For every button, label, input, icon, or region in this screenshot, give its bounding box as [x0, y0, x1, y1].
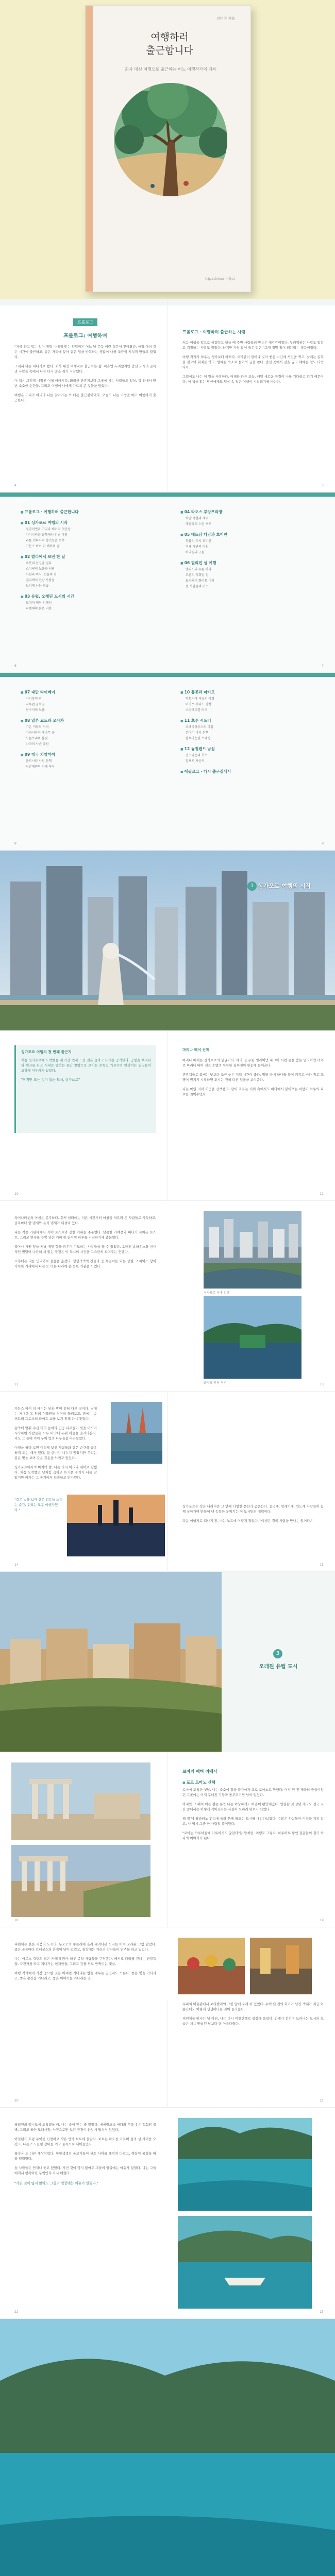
lagoon-photo — [178, 2118, 312, 2211]
callout-text: 처음 싱가포르에 도착했을 때 가장 먼저 느낀 것은 습하고 뜨거운 공기였다. 공항을 빠져나와 택시를 타고 시내로 향하는 동안 창밖으로 보이는 초록빛 가로수와 반짝이는 빌딩들이 묘하게 어우러져 있었다. — [21, 1058, 151, 1073]
intro-spread — [0, 299, 335, 493]
page-number-left: 4 — [14, 484, 16, 487]
chinatown-para-3: 불아사 사원 앞을 지날 때면 향을 피우며 기도하는 사람들을 볼 수 있었다. 오래된 숍하우스와 현대적인 빌딩이 나란히 서 있는 풍경은 이 도시의 시간을 고스란히 보여주는 듯했다. — [14, 1245, 156, 1254]
page-number-right: 23 — [320, 2310, 324, 2314]
florence-right-page — [167, 1999, 335, 2108]
toc-chapter-heading[interactable]: ■ 09 태국 치앙마이 — [21, 752, 165, 757]
singapore-left-page — [0, 1031, 167, 1201]
toc1-left-column — [21, 504, 165, 613]
gardens-right-para-2: 다음 여행지로 떠나기 전, 나는 노트에 이렇게 적었다. "여행은 결국 사람을 만나는 일이다." — [182, 1519, 313, 1523]
page-number-left: 14 — [14, 1563, 19, 1567]
cover-title — [131, 30, 208, 57]
intro-right-para-2: 여행 작가의 하루는 생각보다 바쁘다. 새벽같이 일어나 빛이 좋은 시간에 사진을 찍고, 낮에는 골목을 걸으며 취재를 하고, 밤에는 숙소로 돌아와 글을 쓴다. 낯선 곳에서 길을 잃고 헤매는 일도 다반사다. — [182, 355, 324, 369]
florence-para-2: 나는 아르노 강변의 작은 카페에 앉아 하루 종일 사람들을 구경했다. 베키오 다리를 건너는 관광객들, 자전거를 타고 지나가는 현지인들, 그리고 강물 위로 반짝이는 햇살. — [14, 1957, 156, 1966]
toc-entry[interactable]: 발리에서 만난 사람들 — [26, 579, 55, 582]
page-number-right: 5 — [322, 484, 324, 487]
toc-entry[interactable]: 섬 사람들의 미소 — [186, 585, 209, 588]
toc-spread-1 — [0, 492, 335, 673]
intro-right-para-3: 그럼에도 나는 이 일을 사랑한다. 어제와 다른 오늘, 매일 새로운 풍경이 나를 기다리고 있기 때문이다. 이 책을 읽는 당신에게도 일상 속 작은 여행이 시작되기를 바란다. — [182, 375, 324, 384]
chapter-number-badge: 1 — [247, 882, 257, 891]
gardens-para-4: 싱가포르에서의 마지막 밤, 나는 다시 마리나 베이로 향했다. 처음 도착했던 날처럼 습하고 뜨거운 공기가 나를 맞았지만 이제는 그 공기마저 익숙하고 반가웠다. — [14, 1465, 97, 1480]
city-aerial-photo — [204, 1211, 301, 1289]
toc-entry[interactable]: 블루마운틴 트레킹 — [186, 737, 211, 740]
singapore-photo-spread — [0, 850, 335, 1031]
toc-entry[interactable]: 차이나타운 골목에서 만난 아침 — [26, 533, 68, 537]
tropical-bay-photo — [0, 2319, 335, 2576]
chinatown-para-1: 차이나타운의 아침은 분주하다. 호커 센터에는 이른 시간부터 아침을 먹으러 온 사람들로 가득하고, 골목마다 향 냄새와 음식 냄새가 뒤섞여 있다. — [14, 1216, 156, 1225]
toc-chapter-heading[interactable]: ■ 에필로그 · 다시 출근길에서 — [180, 769, 325, 774]
page-number-left: 18 — [14, 1919, 19, 1922]
intro-section-title: 프롤로그: 여행하며 — [63, 333, 107, 339]
toc-entry[interactable]: 탁발 행렬의 새벽 — [186, 517, 209, 520]
florence-spread — [0, 1927, 335, 2108]
gardens-photo-2 — [67, 1495, 165, 1556]
page-number-right: 7 — [322, 664, 324, 668]
page-number-right: 21 — [320, 2099, 324, 2103]
page-number-right: 11 — [320, 1192, 324, 1196]
street-photo — [250, 1938, 312, 1994]
toc-entry[interactable]: 등불의 도시 호이안 — [186, 539, 212, 543]
toc-entry[interactable]: 느리게 사는 연습 — [26, 584, 49, 588]
page-number-right: 13 — [320, 1383, 324, 1386]
florence-right-para-2: 피렌체를 떠나는 날 아침, 나는 다시 미켈란젤로 광장에 올랐다. 안개가 걷히며 드러나는 도시의 모습은 처음 만났던 날보다 더 아름다웠다. — [182, 2016, 324, 2026]
toc-entry[interactable]: 아라시야마 대나무 숲 — [26, 731, 55, 735]
intro-para-2: 그래서 나는 떠나기로 했다. 회사 대신 여행지로 출근하는 삶. 처음엔 두려웠지만 낯선 도시의 골목과 사람들 속에서 나는 다시 숨을 쉬기 시작했다. — [14, 364, 156, 374]
toc-top-bar — [0, 493, 335, 497]
tree-illustration — [114, 83, 227, 196]
rome-forum-photo — [11, 1845, 150, 1917]
boat-photo — [178, 2216, 312, 2309]
toc-entry[interactable]: 기온 거리의 저녁 — [26, 725, 49, 729]
toc-entry[interactable]: 메콩강의 느린 오후 — [186, 522, 212, 526]
gardens-right-para-1: 싱가포르는 작은 나라지만 그 안에 다양한 문화가 공존한다. 중국계, 말레이계, 인도계 사람들이 함께 살아가며 만들어 낸 독특한 분위기는 이 도시만의 매력이다. — [182, 1504, 324, 1514]
toc-entry[interactable]: 올드시티 사원 산책 — [26, 759, 52, 763]
toc-entry[interactable]: 사원과 의식, 신들의 섬 — [26, 573, 57, 577]
toc-entry[interactable]: 나라의 사슴 공원 — [26, 742, 49, 746]
gardens-spread — [0, 1391, 335, 1572]
page-number-right: 19 — [320, 1919, 324, 1922]
toc-entry[interactable]: 미케 해변의 아침 — [186, 545, 209, 549]
cover-subtitle: 회사 대신 여행으로 출근하는 어느 여행작가의 기록 — [125, 67, 216, 72]
page-number-left: 12 — [14, 1383, 19, 1386]
page-number-left: 22 — [14, 2310, 19, 2314]
toc-entry[interactable]: 퀸스타운의 호수 — [186, 754, 208, 757]
islands-para-3: 물속은 또 다른 세상이었다. 형형색색의 물고기들이 산호 사이를 헤엄쳐 다녔고, 햇살이 물결을 따라 일렁였다. — [14, 2151, 156, 2161]
islands-para-4: 섬 사람들은 언제나 웃고 있었다. 가진 것이 많지 않아도 그들의 얼굴에는 여유가 있었다. 나는 그들에게서 행복이란 무엇인지 다시 배웠다. — [14, 2166, 156, 2175]
islands-para-2: 아일랜드 호핑 투어를 신청하고 작은 방카 보트에 올랐다. 보트는 파도를 가르며 섬과 섬 사이를 오갔고, 나는 스노클링 장비를 끼고 물속으로 뛰어들었다. — [14, 2137, 156, 2146]
book-cover — [85, 5, 251, 292]
gardens-photo-1 — [111, 1402, 162, 1464]
chinatown-para-2: 나는 작은 가판대에서 카야 토스트와 진한 커피를 주문했다. 달콤한 카야잼과 버터가 녹아든 토스트, 그리고 연유를 듬뿍 넣은 커피 한 잔이면 하루를 시작하기에 충분했다. — [14, 1230, 156, 1240]
toc-entry[interactable]: 님만해민의 카페 투어 — [26, 765, 55, 769]
islands-left-page — [0, 2108, 167, 2319]
toc-entry[interactable]: 엘니도의 푸른 바다 — [186, 568, 212, 571]
rome-right-page — [167, 1752, 335, 1927]
intro-left-page — [0, 299, 167, 493]
cover-section — [0, 0, 335, 299]
market-photo — [178, 1938, 245, 1994]
toc-entry[interactable]: 코론의 석회암 섬 — [186, 573, 209, 577]
toc-entry[interactable]: 로마의 폐허 위에서 — [26, 601, 52, 605]
rome-para-3: 해 질 녘 팔라티노 언덕에 올라 붉게 물드는 도시를 내려다보았다. 수많은 사람들이 이곳을 거쳐 갔고, 나 역시 그중 한 사람일 뿐이었다. — [182, 1817, 324, 1826]
rome-subheading: ■ 포로 로마노 산책 — [182, 1780, 324, 1785]
toc-chapter-heading[interactable]: ■ 06 필리핀 섬 여행 — [180, 560, 325, 566]
intro-right-para-1: 처음 여행을 업으로 삼겠다고 했을 때 주변 사람들의 반응은 제각각이었다. 부러워하는 사람도 있었고 걱정하는 사람도 있었다. 하지만 가장 많이 들은 말은 "그게 정말 일이 돼?"라는 질문이었다. — [182, 341, 324, 350]
toc-label: Contents — [14, 500, 28, 503]
toc-entry[interactable]: 스타페리를 타고 — [186, 708, 208, 712]
toc-chapter-heading[interactable]: ■ 08 일본 교토와 오사카 — [21, 718, 165, 723]
intro-right-page — [167, 299, 335, 493]
toc-entry[interactable]: 도톤보리의 불빛 — [26, 737, 48, 740]
rome-ruins-photo — [11, 1762, 150, 1840]
european-town-photo — [0, 1572, 222, 1752]
singapore-right-page — [167, 1031, 335, 1201]
chapter-title: 오래된 유럽 도시 — [259, 1664, 298, 1670]
toc-top-bar — [0, 673, 335, 677]
toc-entry[interactable]: 밀포드 사운드 — [186, 759, 205, 763]
page-number-right: 15 — [320, 1563, 324, 1567]
toc-chapter-heading[interactable]: ■ 03 유럽, 오래된 도시의 시간 — [21, 594, 165, 599]
toc-entry[interactable]: 바나힐의 구름 — [186, 551, 205, 554]
gardens-para-1: 가든스 바이 더 베이는 낮과 밤이 전혀 다른 곳이다. 낮에는 거대한 돔 안의 식물원을 천천히 둘러보고, 밤에는 슈퍼트리 그로브의 라이트 쇼를 보기 위해 다시 찾았다. — [14, 1406, 97, 1421]
toc-chapter-heading[interactable]: ■ 01 싱가포르 여행의 시작 — [21, 520, 165, 526]
islands-quote: "가진 것이 많지 않아도 그들의 얼굴에는 여유가 있었다." — [14, 2181, 98, 2185]
toc-entry[interactable]: 오페라하우스의 아침 — [186, 725, 214, 729]
toc-entry[interactable]: 빅토리아 피크의 야경 — [186, 697, 214, 701]
florence-left-page — [0, 1927, 167, 2108]
toc-chapter-heading[interactable]: ■ 04 라오스 루앙프라방 — [180, 509, 325, 515]
toc2-right-column — [180, 684, 325, 776]
toc-entry[interactable]: 리틀 인디아의 향기로운 오후 — [26, 539, 65, 543]
callout-title: 싱가포르 여행의 첫 번째 출근지 — [21, 1050, 72, 1054]
rome-para-2: 하지만 그 폐허 위를 걷는 동안 나는 이상하게도 마음이 편안해졌다. 영원할 것 같던 제국도 결국 시간 앞에서는 이렇게 작아진다는 사실이 오히려 위로가 되었다. — [182, 1802, 324, 1811]
florence-para-3: 여행 작가에게 가장 중요한 것은 어쩌면 기다리는 법을 배우는 일인지도 모른다. 좋은 빛을 기다리고, 좋은 순간을 기다리고, 좋은 이야기를 기다리는 것. — [14, 1971, 156, 1980]
singapore-text-spread — [0, 1030, 335, 1201]
florence-para-1: 피렌체는 붉은 지붕의 도시다. 두오모의 쿠폴라에 올라 내려다본 도시는 마치 오래된 그림 같았다. 좁은 골목마다 르네상스의 흔적이 남아 있었고, 광장에는 거리의 악사들이 연주를 하고 있었다. — [14, 1942, 156, 1952]
chapter-number-badge: 3 — [273, 1649, 282, 1658]
intro-right-heading: 프롤로그 · 여행하며 출근하는 사람 — [182, 330, 246, 334]
toc-entry[interactable]: 본다이 비치 산책 — [186, 731, 209, 735]
cover-photo-circle — [114, 83, 227, 196]
book-spine — [86, 6, 93, 292]
toc-entry[interactable]: 보라카이 화이트 비치 — [186, 579, 214, 583]
page-number-left: 6 — [14, 664, 16, 668]
toc-chapter-heading[interactable]: ■ 12 뉴질랜드 남섬 — [180, 746, 325, 752]
chinatown-left-page — [0, 1201, 167, 1392]
chinatown-spread — [0, 1200, 335, 1392]
chinatown-para-4: 오후에는 리틀 인디아로 걸음을 옮겼다. 형형색색의 건물과 꽃 목걸이를 파는 상점, 스파이스 향이 가득한 거리에서 나는 또 다른 나라에 온 듯한 기분을 느꼈다. — [14, 1259, 156, 1268]
page-number-right: 9 — [322, 842, 324, 845]
singapore-callout — [14, 1045, 156, 1133]
cover-title-line2: 출근합니다 — [146, 45, 193, 56]
page-number-left: 8 — [14, 842, 16, 845]
rome-para-1: 로마에 도착한 첫날, 나는 숙소에 짐을 풀자마자 포로 로마노로 향했다. 이천 년 전 제국의 중심이었던 그곳에는 이제 무너진 기둥과 돌무더기만 남아 있었다. — [182, 1788, 324, 1797]
toc2-left-column — [21, 684, 165, 771]
toc-entry[interactable]: 지우펀 골목길 — [26, 703, 45, 706]
toc1-right-column — [180, 504, 325, 590]
toc-entry[interactable]: 마카오 세나도 광장 — [186, 703, 212, 706]
right-heading: 마리나 베이 산책 — [182, 1048, 210, 1052]
chapter-title: 싱가포르 여행의 시작 — [258, 883, 311, 889]
photo-caption-1: 싱가포르 시내 전경 — [204, 1291, 230, 1295]
toc-chapter-heading[interactable]: ■ 11 호주 시드니 — [180, 718, 325, 723]
chapter-tag: 프롤로그 — [73, 318, 97, 326]
callout-quote: "작지만 모든 것이 있는 도시, 싱가포르" — [21, 1078, 80, 1082]
gardens-quote: "같은 빛을 보며 같은 감동을 느끼는 순간, 우리는 모두 여행자였다." — [14, 1498, 63, 1512]
intro-para-3: 이 책은 그렇게 시작된 여행 이야기다. 화려한 관광지보다 그곳에 사는 사람들의 일상, 길 위에서 만난 소소한 순간들, 그리고 여행이 나에게 가르쳐 준 것들을 담았다. — [14, 379, 156, 388]
islands-spread — [0, 2107, 335, 2319]
toc-entry[interactable]: 멀라이언과 마리나 베이의 첫인상 — [26, 528, 71, 531]
toc-chapter-heading[interactable]: ■ 07 대만 타이베이 — [21, 689, 165, 695]
right-para-1: 마리나 베이는 싱가포르의 얼굴이다. 해가 질 무렵 멀라이언 파크에 서면 물을 뿜는 멀라이언 너머로 마리나 베이 샌즈 호텔의 독특한 실루엣이 한눈에 들어온다. — [182, 1058, 324, 1067]
rome-heading: 로마의 폐허 위에서 — [182, 1769, 217, 1774]
toc-chapter-heading[interactable]: ■ 10 홍콩과 마카오 — [180, 689, 325, 695]
toc-entry[interactable]: 피렌체의 붉은 지붕 — [26, 607, 52, 611]
right-para-3: 나는 매일 저녁 이곳을 산책했다. 땀이 흐르는 더위 속에서도 바다에서 불어오는 바람이 하루의 피로를 씻어주었다. — [182, 1087, 324, 1096]
intro-para-4: 여행은 도피가 아니라 나를 찾아가는 또 다른 출근길이었다. 오늘도 나는 가방을 메고 여행하러 출근한다. — [14, 393, 156, 402]
toc-entry[interactable]: 야시장의 밤 — [26, 697, 42, 701]
page-number-left: 10 — [14, 1192, 19, 1196]
toc-chapter-heading[interactable]: ■ 02 발리에서 보낸 한 달 — [21, 554, 165, 560]
europe-photo-spread — [0, 1571, 335, 1752]
toc-entry[interactable]: 가든스 바이 더 베이의 밤 — [26, 545, 60, 548]
toc-chapter-heading[interactable]: ■ 프롤로그 · 여행하러 출근합니다 — [21, 509, 165, 515]
page-number-left: 20 — [14, 2099, 19, 2103]
gardens-para-2: 음악에 맞춰 수십 미터 높이의 인공 나무들이 빛을 바꾸기 시작하면 사람들은 모두 바닥에 누워 하늘을 올려다본다. 나도 그 틈에 끼어 누워 빛의 나무들을 바라보았다. — [14, 1426, 97, 1440]
islands-para-1: 필리핀의 엘니도에 도착했을 때, 나는 숨이 멎는 줄 알았다. 에메랄드빛 바다와 우뚝 솟은 석회암 절벽, 그리고 하얀 모래사장. 사진으로만 보던 풍경이 눈앞에 펼쳐져 있었다. — [14, 2123, 156, 2132]
gardens-right-page — [167, 1392, 335, 1572]
photo-caption-2: 클라크 키의 저녁 — [204, 1381, 227, 1385]
toc-entry[interactable]: 우붓의 논길을 걷다 — [26, 562, 52, 565]
rome-spread — [0, 1752, 335, 1927]
toc-entry[interactable]: 스미냑의 노을과 서핑 — [26, 567, 55, 571]
rome-para-4: "로마는 하루아침에 이루어지지 않았다"는 말처럼, 여행도 그렇다. 하루하루 쌓인 걸음들이 결국 하나의 이야기가 된다. — [182, 1831, 324, 1840]
clarke-quay-photo — [204, 1296, 301, 1379]
singapore-skyline-photo — [0, 851, 335, 1031]
cover-author: 김미영 지음 — [216, 16, 235, 21]
toc-entry[interactable]: 단수이의 노을 — [26, 708, 45, 712]
toc-chapter-heading[interactable]: ■ 05 베트남 다낭과 호이안 — [180, 532, 325, 537]
toc-spread-2 — [0, 672, 335, 851]
right-para-2: 관광객들로 붐비는 낮보다 조금 늦은 저녁 시간이 좋다. 빌딩 숲에 하나둘 불이 켜지고 바다 위로 조명이 번지기 시작하면 도시는 전혀 다른 얼굴을 보여준다. — [182, 1073, 324, 1082]
cover-publisher: tripadvisor · 북스 — [205, 277, 235, 281]
intro-para-1: "지금 하고 있는 일이 정말 나에게 맞는 일일까?" 어느 날 문득 이런 질문이 찾아왔다. 매일 아침 같은 시간에 출근하고, 같은 자리에 앉아 같은 일을 반복하는 생활이 나를 조금씩 지치게 만들고 있었다. — [14, 345, 156, 359]
cover-title-line1: 여행하러 — [150, 31, 189, 43]
florence-right-para-1: 우피치 미술관에서 보티첼리의 그림 앞에 오래 서 있었다. 수백 년 전의 화가가 남긴 색채가 지금 이 순간에도 이렇게 생생하다는 것이 놀라웠다. — [182, 2002, 324, 2011]
gardens-para-3: 여행을 하다 보면 이렇게 낯선 사람들과 같은 순간을 공유하게 되는 때가 있다. 말 한마디 나누지 않았지만 우리는 같은 빛을 보며 같은 감동을 느끼고 있었다. — [14, 1446, 97, 1460]
closing-photo-pages — [0, 2318, 335, 2576]
